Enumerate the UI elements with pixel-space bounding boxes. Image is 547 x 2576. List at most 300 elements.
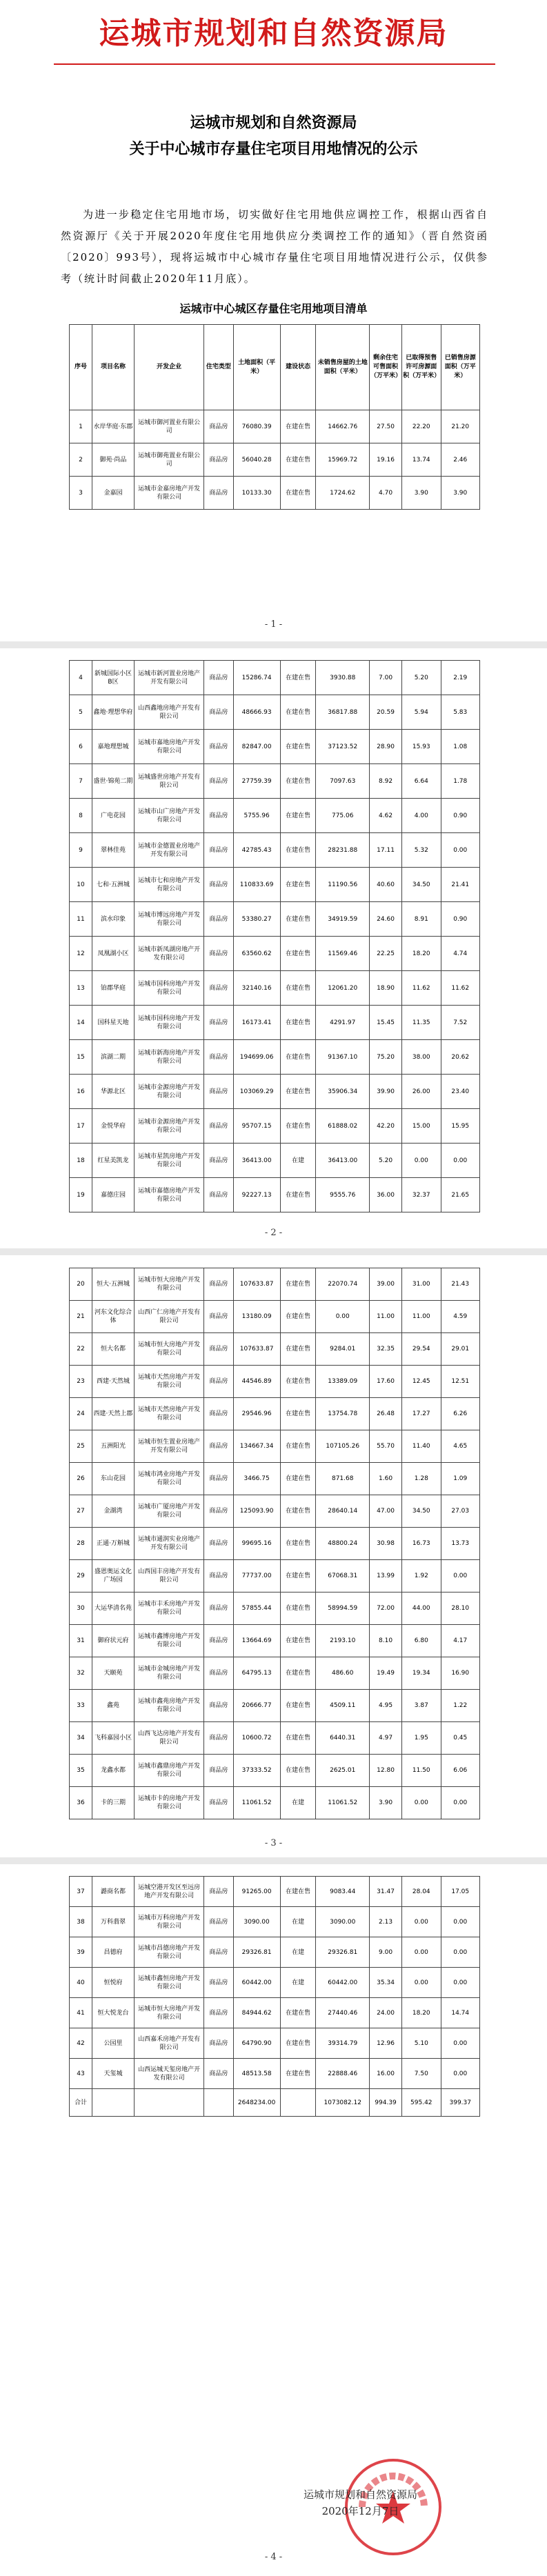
table-cell: 商品房: [204, 1144, 233, 1178]
table-cell: 滨湖二期: [92, 1040, 134, 1075]
table-row: [70, 730, 480, 764]
table-cell: 95707.15: [233, 1109, 280, 1144]
table-cell: 在建在售: [280, 1398, 316, 1430]
table-cell: 盛恩奥运文化广场园: [92, 1560, 134, 1592]
table-cell: 11.40: [402, 1430, 441, 1463]
table-cell: 商品房: [204, 764, 233, 799]
table-cell: 91367.10: [316, 1040, 370, 1075]
table-cell: 0.45: [441, 1722, 480, 1755]
table-cell: 山西广仁房地产开发有限公司: [135, 1301, 204, 1333]
table-cell: 12.80: [370, 1755, 402, 1787]
table-row: [70, 443, 480, 477]
table-cell: 西建·天然上郡: [92, 1398, 134, 1430]
table-cell: 19.34: [402, 1657, 441, 1690]
table-cell: 64795.13: [233, 1657, 280, 1690]
table-cell: 15.00: [402, 1109, 441, 1144]
table-cell: 6.26: [441, 1398, 480, 1430]
table-cell: 13.74: [402, 443, 441, 477]
table-cell: 3466.75: [233, 1463, 280, 1495]
table-cell: 13389.09: [316, 1366, 370, 1398]
table-cell: 107105.26: [316, 1430, 370, 1463]
table-cell: 12: [70, 937, 92, 971]
table-cell: 25: [70, 1430, 92, 1463]
table-cell: 商品房: [204, 443, 233, 477]
table-cell: 9083.44: [316, 1877, 370, 1907]
table-cell: 36817.88: [316, 695, 370, 730]
table-cell: 33: [70, 1690, 92, 1722]
table-cell: 4.97: [370, 1722, 402, 1755]
table-cell: 商品房: [204, 1998, 233, 2028]
table-cell: 在建: [280, 1937, 316, 1968]
table-cell: 1.78: [441, 764, 480, 799]
table-cell: 商品房: [204, 695, 233, 730]
table-cell: 28.90: [370, 730, 402, 764]
table-cell: 在建在售: [280, 1301, 316, 1333]
table-cell: 运城市金德置业房地产开发有限公司: [135, 833, 204, 868]
table-cell: 48666.93: [233, 695, 280, 730]
table-cell: 七和·五洲城: [92, 868, 134, 902]
table-cell: 9284.01: [316, 1333, 370, 1366]
table-cell: 486.60: [316, 1657, 370, 1690]
table-cell: 32.37: [402, 1178, 441, 1212]
table-cell: 2625.01: [316, 1755, 370, 1787]
table-cell: 11190.56: [316, 868, 370, 902]
table-cell: 山西嘉禾房地产开发有限公司: [135, 2028, 204, 2059]
land-table-page3: [69, 1268, 480, 1819]
table-cell: 61888.02: [316, 1109, 370, 1144]
table-cell: 5.94: [402, 695, 441, 730]
table-cell: 商品房: [204, 1592, 233, 1625]
table-cell: 鑫地·理想华府: [92, 695, 134, 730]
notice-title-line2: 关于中心城市存量住宅项目用地情况的公示: [129, 141, 418, 158]
table-row: [70, 2059, 480, 2089]
table-cell: 58994.59: [316, 1592, 370, 1625]
table-cell: 29.54: [402, 1333, 441, 1366]
table-cell: 新城国际小区B区: [92, 661, 134, 695]
table-cell: 2193.10: [316, 1625, 370, 1657]
total-cell: 595.42: [402, 2089, 441, 2117]
table-cell: 商品房: [204, 1495, 233, 1528]
table-cell: 4.70: [370, 477, 402, 510]
table-cell: 11.50: [402, 1755, 441, 1787]
table-cell: 0.00: [441, 1787, 480, 1819]
table-cell: 华源北区: [92, 1075, 134, 1109]
table-row: [70, 1109, 480, 1144]
table-cell: 8: [70, 799, 92, 833]
table-row: [70, 1625, 480, 1657]
table-cell: 0.00: [441, 1560, 480, 1592]
table-cell: 3930.88: [316, 661, 370, 695]
table-cell: 31.47: [370, 1877, 402, 1907]
table-cell: 1724.62: [316, 477, 370, 510]
table-cell: 商品房: [204, 1040, 233, 1075]
table-cell: 6.06: [441, 1755, 480, 1787]
table-cell: 商品房: [204, 1430, 233, 1463]
table-cell: 运城市金嘉房地产开发有限公司: [135, 477, 204, 510]
table-cell: 36.00: [370, 1178, 402, 1212]
signature-block: [304, 2486, 417, 2519]
table-cell: 7.52: [441, 1006, 480, 1040]
table-cell: 82847.00: [233, 730, 280, 764]
table-cell: 1.22: [441, 1690, 480, 1722]
table-cell: 在建在售: [280, 1040, 316, 1075]
table-cell: 39: [70, 1937, 92, 1968]
table-cell: 41: [70, 1998, 92, 2028]
table-cell: 西建·天然城: [92, 1366, 134, 1398]
table-caption: 运城市中心城区存量住宅用地项目清单: [179, 302, 368, 315]
table-cell: 16.73: [402, 1528, 441, 1560]
page-separator: [0, 1857, 547, 1864]
table-cell: 东山花园: [92, 1463, 134, 1495]
table-cell: 运城市天然房地产开发有限公司: [135, 1366, 204, 1398]
table-cell: 在建在售: [280, 1430, 316, 1463]
table-cell: 4: [70, 661, 92, 695]
table-cell: 在建在售: [280, 1625, 316, 1657]
table-row: [70, 1877, 480, 1907]
table-cell: 在建在售: [280, 1528, 316, 1560]
table-cell: 14: [70, 1006, 92, 1040]
table-cell: 盛世·锦苑二期: [92, 764, 134, 799]
table-cell: 运城市新河置业房地产开发有限公司: [135, 661, 204, 695]
table-cell: 67068.31: [316, 1560, 370, 1592]
table-cell: 商品房: [204, 1968, 233, 1998]
table-cell: 金嘉园: [92, 477, 134, 510]
table-cell: 39314.79: [316, 2028, 370, 2059]
table-cell: 29.01: [441, 1333, 480, 1366]
table-row: [70, 1755, 480, 1787]
table-row: [70, 1366, 480, 1398]
header-cell: 土地面积（平米）: [233, 325, 280, 410]
table-cell: 4.74: [441, 937, 480, 971]
table-cell: 8.92: [370, 764, 402, 799]
land-table-page2: [69, 660, 480, 1212]
table-cell: 28231.88: [316, 833, 370, 868]
table-cell: 水岸华庭·东郡: [92, 410, 134, 443]
table-cell: 0.00: [441, 2059, 480, 2089]
table-cell: 在建在售: [280, 443, 316, 477]
table-cell: 在建在售: [280, 971, 316, 1006]
table-cell: 在建在售: [280, 1075, 316, 1109]
table-cell: 在建在售: [280, 1560, 316, 1592]
table-total-row: [70, 2089, 480, 2117]
table-cell: 23: [70, 1366, 92, 1398]
table-cell: 商品房: [204, 1528, 233, 1560]
table-cell: 17.27: [402, 1398, 441, 1430]
table-cell: 12.51: [441, 1366, 480, 1398]
header-cell: 已取得预售许可房源面积（万平米）: [402, 325, 441, 410]
table-cell: 20: [70, 1268, 92, 1301]
table-cell: 0.00: [441, 1937, 480, 1968]
table-cell: 0.00: [402, 1937, 441, 1968]
table-cell: 2.19: [441, 661, 480, 695]
table-cell: 107633.87: [233, 1333, 280, 1366]
table-row: [70, 1787, 480, 1819]
table-cell: 商品房: [204, 1787, 233, 1819]
page-number: - 3 -: [264, 1838, 283, 1848]
table-row: [70, 1937, 480, 1968]
table-cell: 19.16: [370, 443, 402, 477]
table-cell: 91265.00: [233, 1877, 280, 1907]
table-cell: 运城市嘉地房地产开发有限公司: [135, 730, 204, 764]
table-cell: 商品房: [204, 799, 233, 833]
table-row: [70, 868, 480, 902]
signature-date: 2020年12月7日: [321, 2505, 399, 2517]
table-cell: 14.74: [441, 1998, 480, 2028]
table-cell: 19: [70, 1178, 92, 1212]
table-cell: 商品房: [204, 2028, 233, 2059]
table-cell: 0.00: [441, 2028, 480, 2059]
table-row: [70, 764, 480, 799]
page-number: - 1 -: [264, 619, 283, 630]
table-cell: 商品房: [204, 661, 233, 695]
table-cell: 35: [70, 1755, 92, 1787]
table-cell: 57855.44: [233, 1592, 280, 1625]
table-cell: 在建在售: [280, 477, 316, 510]
table-cell: 27759.39: [233, 764, 280, 799]
table-cell: 10600.72: [233, 1722, 280, 1755]
table-cell: 商品房: [204, 1075, 233, 1109]
table-cell: 42: [70, 2028, 92, 2059]
table-cell: 134667.34: [233, 1430, 280, 1463]
table-cell: 12.96: [370, 2028, 402, 2059]
header-cell: 项目名称: [92, 325, 134, 410]
table-cell: 22888.46: [316, 2059, 370, 2089]
table-cell: 在建在售: [280, 1333, 316, 1366]
table-cell: 16.00: [370, 2059, 402, 2089]
table-cell: 14662.76: [316, 410, 370, 443]
table-cell: 21: [70, 1301, 92, 1333]
table-cell: 运城市国科房地产开发有限公司: [135, 971, 204, 1006]
table-cell: 在建在售: [280, 1592, 316, 1625]
table-cell: 21.65: [441, 1178, 480, 1212]
table-row: [70, 799, 480, 833]
table-cell: 运城市广厦房地产开发有限公司: [135, 1495, 204, 1528]
table-cell: 9: [70, 833, 92, 868]
table-cell: 商品房: [204, 1755, 233, 1787]
table-row: [70, 1528, 480, 1560]
table-cell: 42785.43: [233, 833, 280, 868]
page-number: - 4 -: [264, 2552, 283, 2562]
table-cell: 万科翡翠: [92, 1907, 134, 1937]
table-cell: 16.90: [441, 1657, 480, 1690]
table-cell: 38: [70, 1907, 92, 1937]
table-row: [70, 1268, 480, 1301]
land-table-page1: [69, 324, 480, 510]
table-row: [70, 1907, 480, 1937]
table-cell: 商品房: [204, 1268, 233, 1301]
table-cell: 0.90: [441, 799, 480, 833]
table-row: [70, 410, 480, 443]
table-cell: 3.90: [402, 477, 441, 510]
table-cell: 27.50: [370, 410, 402, 443]
table-cell: 0.00: [402, 1907, 441, 1937]
table-cell: 29326.81: [233, 1937, 280, 1968]
table-cell: 84944.62: [233, 1998, 280, 2028]
table-cell: 39.90: [370, 1075, 402, 1109]
table-cell: 在建在售: [280, 1998, 316, 2028]
table-cell: 64790.90: [233, 2028, 280, 2059]
table-cell: 商品房: [204, 1301, 233, 1333]
table-cell: 11061.52: [233, 1787, 280, 1819]
table-row: [70, 1592, 480, 1625]
table-cell: 20.62: [441, 1040, 480, 1075]
table-cell: 23.40: [441, 1075, 480, 1109]
header-cell: 建设状态: [280, 325, 316, 410]
table-cell: 125093.90: [233, 1495, 280, 1528]
table-cell: 3090.00: [316, 1907, 370, 1937]
table-cell: 商品房: [204, 937, 233, 971]
table-cell: 在建在售: [280, 1366, 316, 1398]
table-cell: 在建在售: [280, 833, 316, 868]
table-cell: 18.20: [402, 937, 441, 971]
table-cell: 运城市通润实业房地产开发有限公司: [135, 1528, 204, 1560]
table-cell: 在建在售: [280, 2059, 316, 2089]
table-row: [70, 695, 480, 730]
table-cell: 13.99: [370, 1560, 402, 1592]
table-cell: 9.00: [370, 1937, 402, 1968]
table-cell: 广电花园: [92, 799, 134, 833]
bureau-title: 运城市规划和自然资源局: [99, 16, 448, 51]
table-cell: 110833.69: [233, 868, 280, 902]
table-cell: 公园里: [92, 2028, 134, 2059]
table-cell: 34: [70, 1722, 92, 1755]
table-cell: 商品房: [204, 1463, 233, 1495]
table-cell: 运城市鸿业房地产开发有限公司: [135, 1463, 204, 1495]
table-cell: 在建: [280, 1144, 316, 1178]
table-cell: 7.00: [370, 661, 402, 695]
table-cell: 铂郡华庭: [92, 971, 134, 1006]
table-cell: 20.59: [370, 695, 402, 730]
table-cell: 商品房: [204, 1333, 233, 1366]
table-cell: 昌德府: [92, 1937, 134, 1968]
table-cell: 1.92: [402, 1560, 441, 1592]
table-cell: 商品房: [204, 410, 233, 443]
table-cell: 76080.39: [233, 410, 280, 443]
table-cell: 28.04: [402, 1877, 441, 1907]
table-cell: 38.00: [402, 1040, 441, 1075]
table-cell: 36413.00: [316, 1144, 370, 1178]
table-cell: 17: [70, 1109, 92, 1144]
table-cell: 在建在售: [280, 661, 316, 695]
table-cell: 24.60: [370, 902, 402, 937]
table-cell: 运城市鑫博房地产开发有限公司: [135, 1625, 204, 1657]
table-cell: 恒大·五洲城: [92, 1268, 134, 1301]
table-cell: 天玺城: [92, 2059, 134, 2089]
table-row: [70, 1006, 480, 1040]
table-cell: 5755.96: [233, 799, 280, 833]
table-cell: 10: [70, 868, 92, 902]
total-cell: [204, 2089, 233, 2117]
table-cell: 1.28: [402, 1463, 441, 1495]
table-cell: 8.10: [370, 1625, 402, 1657]
table-cell: 在建在售: [280, 1268, 316, 1301]
table-cell: 35906.34: [316, 1075, 370, 1109]
table-cell: 河东文化综合体: [92, 1301, 134, 1333]
land-table-page4: [69, 1876, 480, 2117]
table-cell: 75.20: [370, 1040, 402, 1075]
table-cell: 恒大悦龙台: [92, 1998, 134, 2028]
table-cell: 在建在售: [280, 868, 316, 902]
total-cell: 2648234.00: [233, 2089, 280, 2117]
table-cell: 5.32: [402, 833, 441, 868]
table-cell: 10133.30: [233, 477, 280, 510]
table-cell: 4.65: [441, 1430, 480, 1463]
table-cell: 11569.46: [316, 937, 370, 971]
table-cell: 13.73: [441, 1528, 480, 1560]
table-cell: 72.00: [370, 1592, 402, 1625]
table-cell: 在建在售: [280, 410, 316, 443]
table-cell: 1.08: [441, 730, 480, 764]
total-cell: [92, 2089, 134, 2117]
table-cell: 22.20: [402, 410, 441, 443]
table-cell: 运城市天然房地产开发有限公司: [135, 1398, 204, 1430]
table-cell: 4291.97: [316, 1006, 370, 1040]
table-cell: 15969.72: [316, 443, 370, 477]
table-cell: 运城市博远房地产开发有限公司: [135, 902, 204, 937]
table-cell: 29326.81: [316, 1937, 370, 1968]
table-cell: 滨水印象: [92, 902, 134, 937]
table-row: [70, 1075, 480, 1109]
table-row: [70, 902, 480, 937]
signature-org: 运城市规划和自然资源局: [304, 2488, 418, 2501]
table-cell: 商品房: [204, 868, 233, 902]
table-row: [70, 1998, 480, 2028]
table-cell: 在建在售: [280, 2028, 316, 2059]
table-cell: 24: [70, 1398, 92, 1430]
header-cell: 剩余住宅可售面积（万平米）: [370, 325, 402, 410]
table-cell: 商品房: [204, 833, 233, 868]
table-row: [70, 971, 480, 1006]
table-cell: 11061.52: [316, 1787, 370, 1819]
table-cell: 32140.16: [233, 971, 280, 1006]
table-cell: 77737.00: [233, 1560, 280, 1592]
table-cell: 红星美凯龙: [92, 1144, 134, 1178]
table-cell: 4.62: [370, 799, 402, 833]
table-row: [70, 1722, 480, 1755]
table-cell: 5.10: [402, 2028, 441, 2059]
table-cell: 商品房: [204, 1398, 233, 1430]
table-cell: 7097.63: [316, 764, 370, 799]
table-cell: 48513.58: [233, 2059, 280, 2089]
table-cell: 103069.29: [233, 1075, 280, 1109]
table-cell: 运城市恒大房地产开发有限公司: [135, 1998, 204, 2028]
table-header-row: [70, 325, 480, 410]
table-cell: 5.20: [370, 1144, 402, 1178]
table-cell: 在建在售: [280, 695, 316, 730]
table-cell: 28640.14: [316, 1495, 370, 1528]
table-cell: 商品房: [204, 1625, 233, 1657]
table-cell: 运城市新海房地产开发有限公司: [135, 1040, 204, 1075]
table-cell: 34.50: [402, 1495, 441, 1528]
table-cell: 在建在售: [280, 1006, 316, 1040]
table-cell: 运城市恒生置业房地产开发有限公司: [135, 1430, 204, 1463]
table-cell: 商品房: [204, 1178, 233, 1212]
table-cell: 在建在售: [280, 764, 316, 799]
table-cell: 21.43: [441, 1268, 480, 1301]
header-cell: 序号: [70, 325, 92, 410]
table-cell: 商品房: [204, 477, 233, 510]
table-cell: 11.35: [402, 1006, 441, 1040]
table-cell: 商品房: [204, 971, 233, 1006]
table-cell: 运城市万科房地产开发有限公司: [135, 1907, 204, 1937]
table-cell: 天颐苑: [92, 1657, 134, 1690]
table-cell: 0.00: [316, 1301, 370, 1333]
table-cell: 商品房: [204, 1006, 233, 1040]
table-cell: 871.68: [316, 1463, 370, 1495]
table-cell: 凤凰湖小区: [92, 937, 134, 971]
table-cell: 16: [70, 1075, 92, 1109]
table-cell: 4.59: [441, 1301, 480, 1333]
